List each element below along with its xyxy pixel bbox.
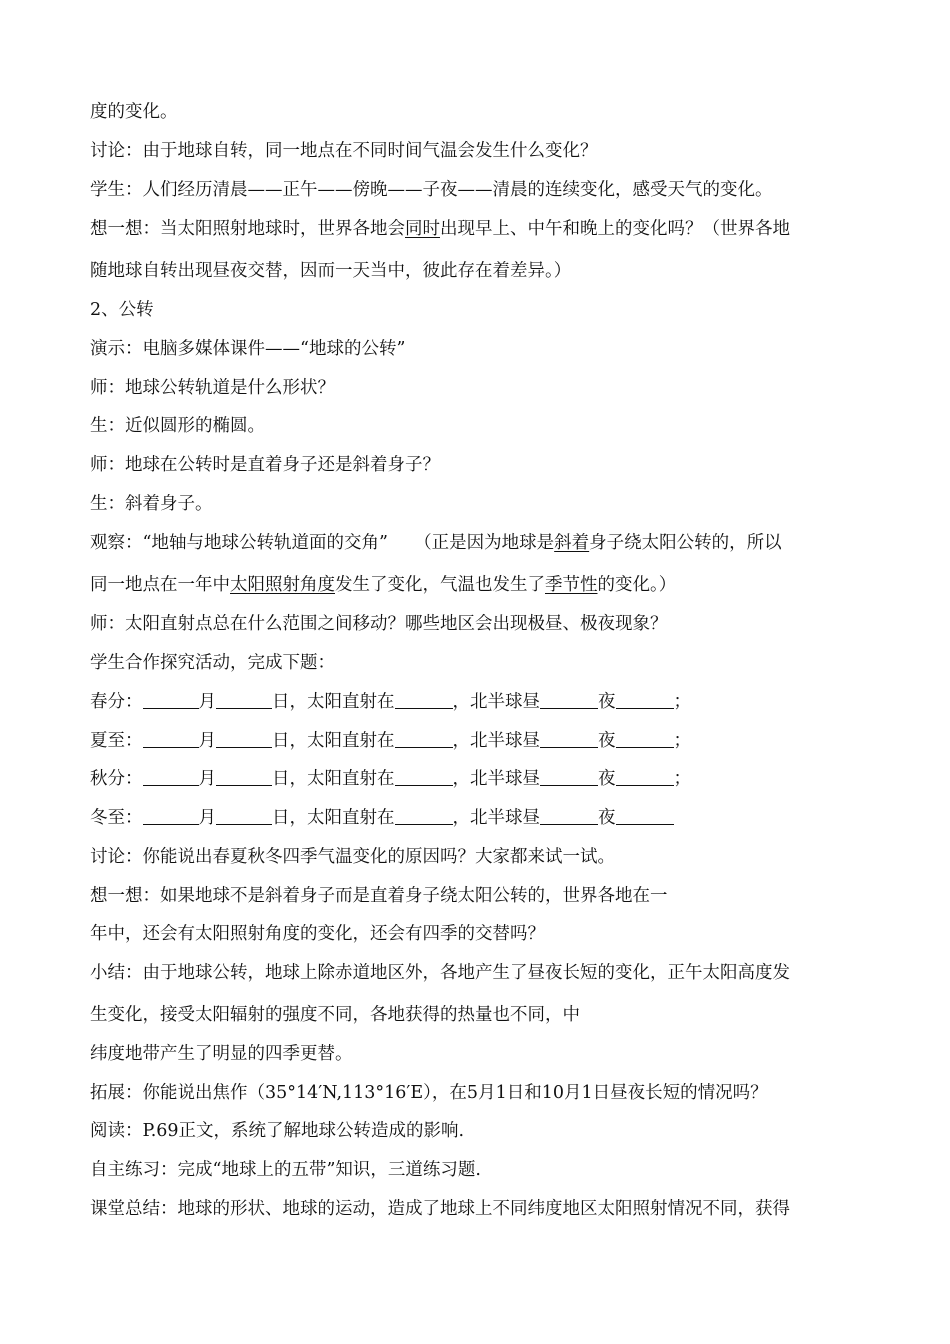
fill-blank[interactable] [395, 691, 453, 709]
fill-blank[interactable] [143, 730, 199, 748]
fill-blank[interactable] [616, 730, 674, 748]
exercise-row [90, 767, 691, 791]
text-segment: 日，太阳直射在 [272, 731, 395, 751]
text-segment: 月 [198, 692, 216, 712]
text-segment: 夜 [598, 769, 616, 789]
exercise-row [90, 806, 674, 830]
text-segment: ； [673, 769, 691, 789]
text-segment: 身子绕太阳公转的，所以 [589, 533, 782, 553]
text-line: 自主练习：完成“地球上的五带”知识，三道练习题. [90, 1160, 481, 1180]
text-segment: 想一想：当太阳照射地球时，世界各地会 [90, 219, 405, 239]
text-segment: 月 [198, 731, 216, 751]
fill-blank[interactable] [216, 730, 272, 748]
fill-blank[interactable] [616, 768, 674, 786]
fill-blank[interactable] [616, 691, 674, 709]
text-segment: 的变化。） [597, 575, 677, 595]
text-line [90, 573, 676, 597]
text-segment: ，北半球昼 [452, 731, 540, 751]
text-segment: 夜 [598, 808, 616, 828]
underlined-term: 同时 [405, 219, 440, 239]
exercise-label: 秋分： [90, 769, 143, 789]
text-line: 度的变化。 [90, 102, 178, 122]
text-segment: 月 [198, 769, 216, 789]
text-line: 演示：电脑多媒体课件——“地球的公转” [90, 339, 406, 359]
text-segment: ，北半球昼 [452, 808, 540, 828]
text-line: 师：地球公转轨道是什么形状？ [90, 378, 335, 398]
text-segment: 月 [198, 808, 216, 828]
text-line: 生：斜着身子。 [90, 494, 213, 514]
text-segment: 同一地点在一年中 [90, 575, 230, 595]
text-segment: 夜 [598, 692, 616, 712]
text-segment: ； [673, 731, 691, 751]
text-line: 随地球自转出现昼夜交替，因而一天当中，彼此存在着差异。） [90, 261, 572, 281]
text-line: 讨论：你能说出春夏秋冬四季气温变化的原因吗？大家都来试一试。 [90, 847, 615, 867]
fill-blank[interactable] [143, 807, 199, 825]
fill-blank[interactable] [395, 768, 453, 786]
text-line: 课堂总结：地球的形状、地球的运动，造成了地球上不同纬度地区太阳照射情况不同，获得 [90, 1199, 790, 1219]
fill-blank[interactable] [540, 768, 598, 786]
fill-blank[interactable] [540, 730, 598, 748]
fill-blank[interactable] [395, 807, 453, 825]
text-line: 师：太阳直射点总在什么范围之间移动？哪些地区会出现极昼、极夜现象？ [90, 614, 668, 634]
text-segment: 出现早上、中午和晚上的变化吗？（世界各地 [440, 219, 790, 239]
text-segment: 观察：“地轴与地球公转轨道面的交角” （正是因为地球是 [90, 533, 555, 553]
fill-blank[interactable] [143, 768, 199, 786]
text-line: 讨论：由于地球自转，同一地点在不同时间气温会发生什么变化？ [90, 141, 598, 161]
underlined-term: 季节性 [545, 575, 598, 595]
text-segment: 日，太阳直射在 [272, 769, 395, 789]
text-segment: 日，太阳直射在 [272, 808, 395, 828]
text-line: 小结：由于地球公转，地球上除赤道地区外，各地产生了昼夜长短的变化，正午太阳高度发 [90, 963, 790, 983]
text-line: 学生合作探究活动，完成下题： [90, 653, 335, 673]
text-segment: 发生了变化，气温也发生了 [335, 575, 545, 595]
exercise-row [90, 729, 691, 753]
fill-blank[interactable] [143, 691, 199, 709]
fill-blank[interactable] [216, 691, 272, 709]
text-line: 学生：人们经历清晨——正午——傍晚——子夜——清晨的连续变化，感受天气的变化。 [90, 180, 773, 200]
underlined-term: 斜着 [554, 533, 590, 553]
text-segment: ，北半球昼 [452, 692, 540, 712]
exercise-label: 春分： [90, 692, 143, 712]
text-line: 生变化，接受太阳辐射的强度不同，各地获得的热量也不同，中 [90, 1005, 580, 1025]
text-line [90, 217, 790, 241]
text-line: 师：地球在公转时是直着身子还是斜着身子？ [90, 455, 440, 475]
fill-blank[interactable] [216, 807, 272, 825]
exercise-label: 冬至： [90, 808, 143, 828]
text-line: 想一想：如果地球不是斜着身子而是直着身子绕太阳公转的，世界各地在一 [90, 886, 668, 906]
section-heading: 2、公转 [90, 300, 154, 320]
fill-blank[interactable] [216, 768, 272, 786]
text-segment: 日，太阳直射在 [272, 692, 395, 712]
exercise-row [90, 690, 691, 714]
text-line: 拓展：你能说出焦作（35°14′N,113°16′E），在5月1日和10月1日昼夜长短的情况吗？ [90, 1083, 768, 1103]
fill-blank[interactable] [395, 730, 453, 748]
text-segment: ，北半球昼 [452, 769, 540, 789]
text-line: 生：近似圆形的椭圆。 [90, 416, 265, 436]
text-line: 年中，还会有太阳照射角度的变化，还会有四季的交替吗？ [90, 924, 545, 944]
fill-blank[interactable] [540, 807, 598, 825]
text-line: 纬度地带产生了明显的四季更替。 [90, 1044, 353, 1064]
text-segment: 夜 [598, 731, 616, 751]
text-line: 阅读：P.69正文，系统了解地球公转造成的影响. [90, 1121, 465, 1141]
text-line [90, 531, 782, 555]
fill-blank[interactable] [616, 807, 674, 825]
text-segment: ； [673, 692, 691, 712]
exercise-label: 夏至： [90, 731, 143, 751]
fill-blank[interactable] [540, 691, 598, 709]
underlined-term: 太阳照射角度 [230, 575, 335, 595]
